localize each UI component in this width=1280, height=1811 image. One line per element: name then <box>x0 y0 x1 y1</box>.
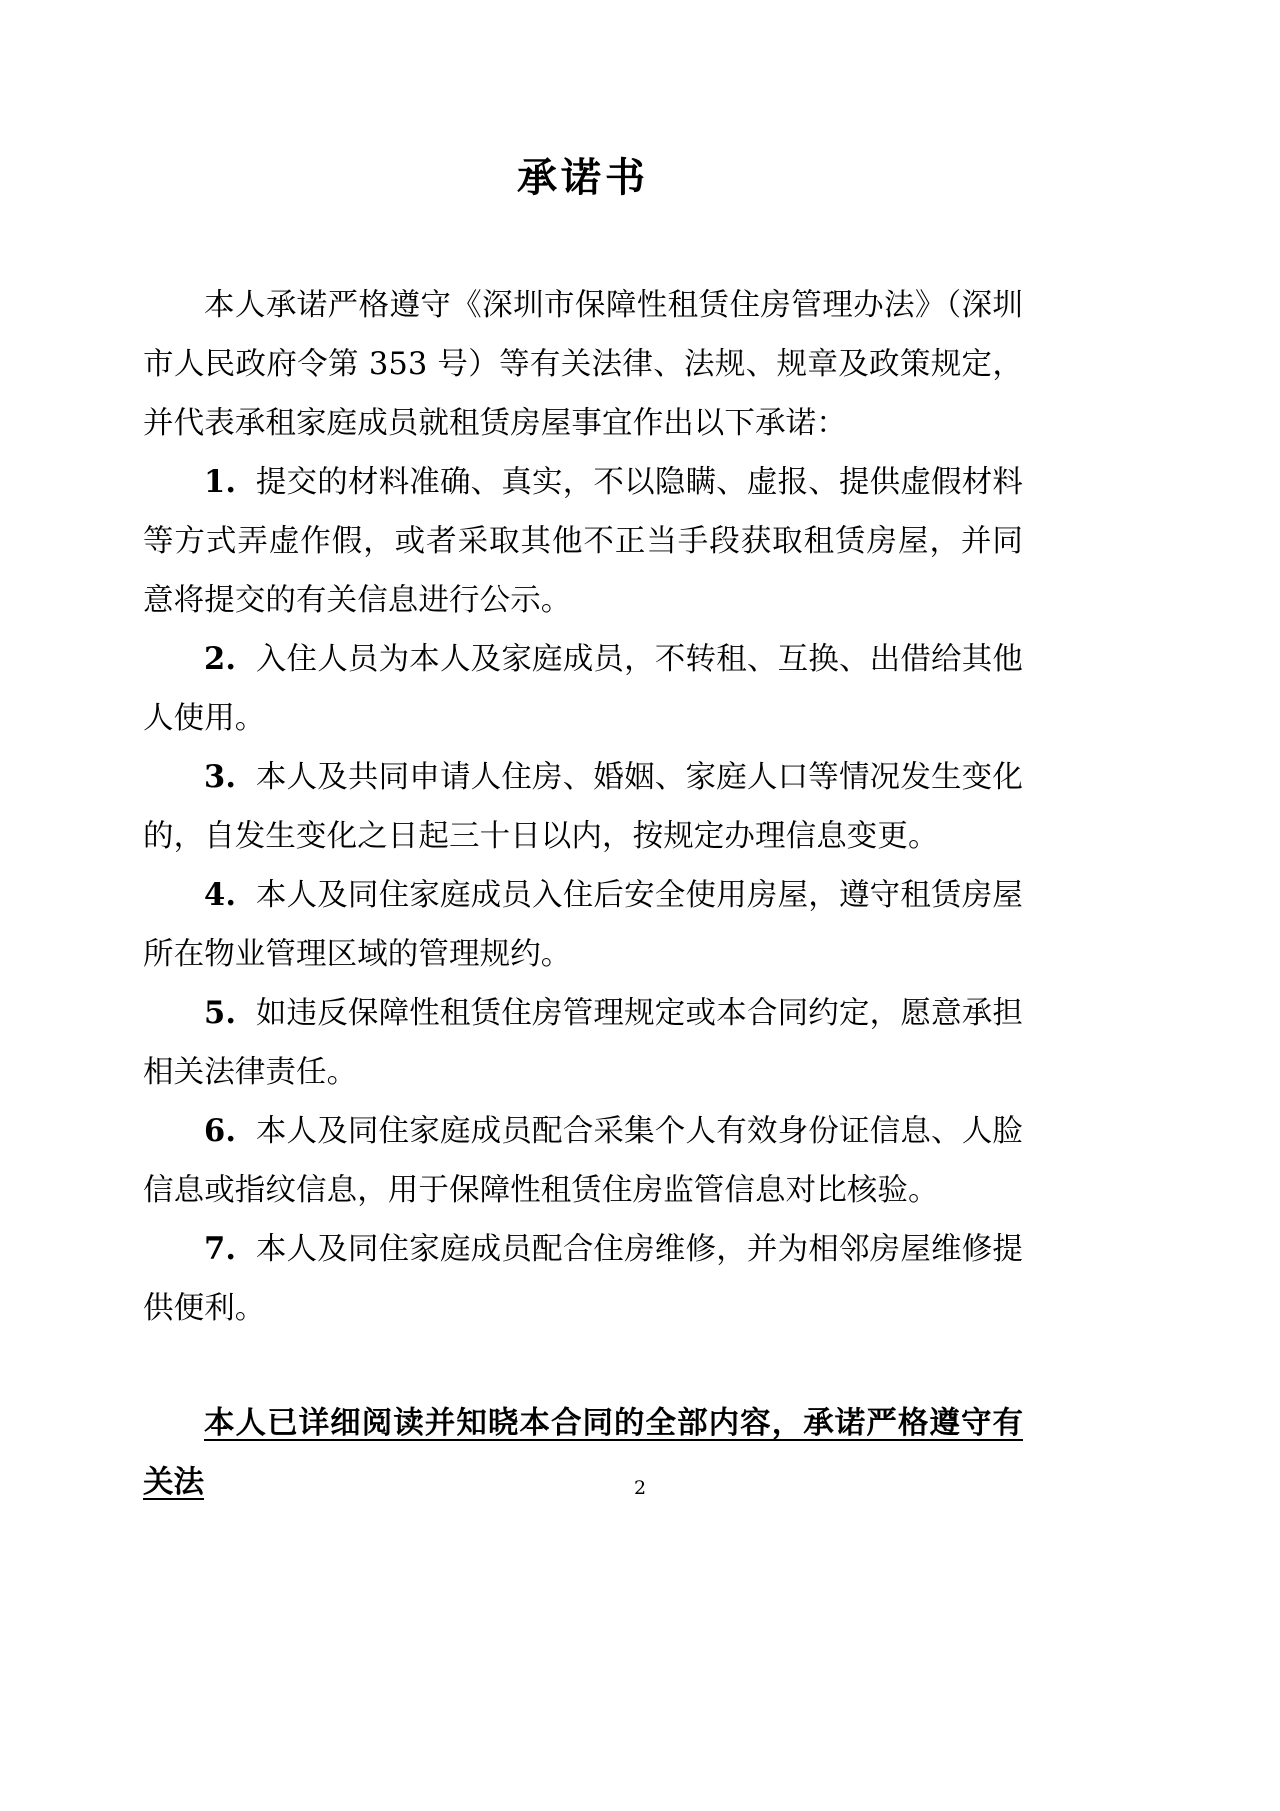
intro-paragraph: 本人承诺严格遵守《深圳市保障性租赁住房管理办法》（深圳市人民政府令第 353 号）等有关法律、法规、规章及政策规定，并代表承租家庭成员就租赁房屋事宜作出以下承诺： <box>143 288 1023 441</box>
clause-text: 如违反保障性租赁住房管理规定或本合同约定，愿意承担相关法律责任。 <box>143 996 1024 1090</box>
clause-text: 提交的材料准确、真实，不以隐瞒、虚报、提供虚假材料等方式弄虚作假，或者采取其他不正当手段获取租赁房屋，并同意将提交的有关信息进行公示。 <box>143 465 1024 618</box>
clause-text: 本人及共同申请人住房、婚姻、家庭人口等情况发生变化的，自发生变化之日起三十日以内，按规定办理信息变更。 <box>143 760 1024 854</box>
clause-number: 5. <box>204 995 237 1031</box>
clause-number: 3. <box>204 759 237 795</box>
clause-item <box>143 866 1023 984</box>
clause-text: 本人及同住家庭成员配合住房维修，并为相邻房屋维修提供便利。 <box>143 1232 1024 1326</box>
clause-item <box>143 984 1023 1102</box>
page-title: 承诺书 <box>517 154 649 201</box>
clause-item <box>143 630 1023 748</box>
clause-number: 2. <box>204 641 237 677</box>
clause-number: 4. <box>204 877 237 913</box>
final-spacer <box>143 1338 1023 1394</box>
clause-item <box>143 1102 1023 1220</box>
document-body <box>143 146 1023 1512</box>
page-number: 2 <box>633 1477 647 1499</box>
clause-number: 1. <box>204 464 237 500</box>
clause-text: 本人及同住家庭成员入住后安全使用房屋，遵守租赁房屋所在物业管理区域的管理规约。 <box>143 878 1024 972</box>
clause-number: 6. <box>204 1113 237 1149</box>
clause-item <box>143 748 1023 866</box>
clause-text: 入住人员为本人及家庭成员，不转租、互换、出借给其他人使用。 <box>143 642 1024 736</box>
final-statement: 本人已详细阅读并知晓本合同的全部内容，承诺严格遵守有关法 <box>143 1405 1023 1500</box>
title-spacer <box>143 202 1023 276</box>
clause-item <box>143 1220 1023 1338</box>
clause-item <box>143 453 1023 630</box>
clause-text: 本人及同住家庭成员配合采集个人有效身份证信息、人脸信息或指纹信息，用于保障性租赁住房监管信息对比核验。 <box>143 1114 1024 1208</box>
clause-number: 7. <box>204 1231 237 1267</box>
